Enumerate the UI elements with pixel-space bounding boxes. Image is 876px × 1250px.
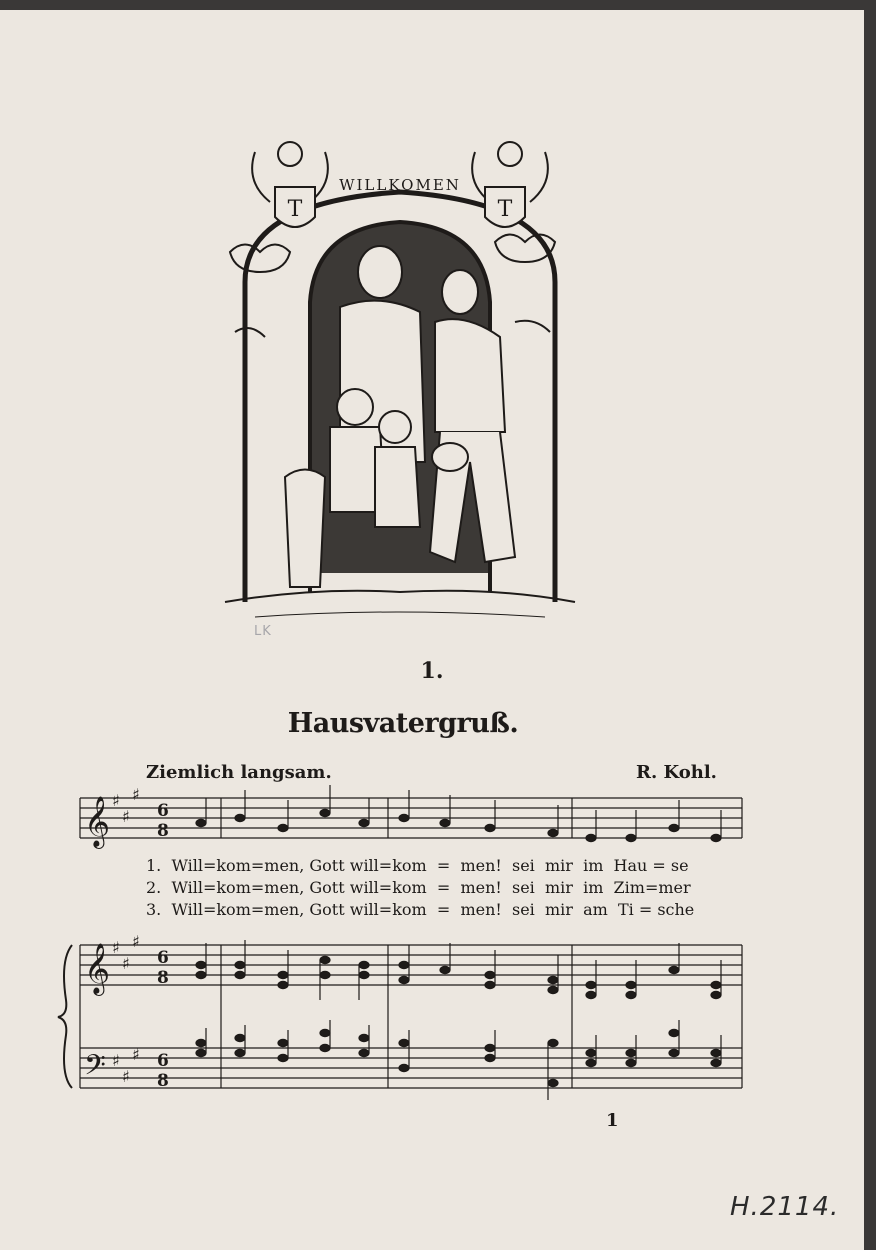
svg-text:♯: ♯ [132,932,140,951]
treble-clef-icon: 𝄞 [84,796,111,847]
piano-bass-staff [80,945,742,1088]
library-stamp: LK [254,624,272,639]
melody-staff [80,798,742,838]
piano-treble-staff [80,945,742,985]
page-number: 1 [606,1110,619,1131]
treble-clef-icon: 𝄞 [84,943,111,994]
svg-text:♯: ♯ [132,785,140,804]
svg-text:8: 8 [157,821,169,841]
shelfmark: H.2114. [730,1192,840,1222]
bass-clef-icon: 𝄢 [84,1049,106,1089]
svg-text:6: 6 [157,1051,169,1071]
svg-text:♯: ♯ [122,1067,130,1086]
svg-text:♯: ♯ [132,1045,140,1064]
svg-text:6: 6 [157,948,169,968]
tempo-marking: Ziemlich langsam. [146,762,332,783]
shield-letter-right: T [497,197,513,222]
lyric-verse-1: 1. Will=kom=men, Gott will=kom = men! sei mir im Hau = se [146,856,689,875]
piano-brace [58,945,72,1088]
song-title: Hausvatergruß. [287,708,519,739]
lyric-verse-2: 2. Will=kom=men, Gott will=kom = men! sei mir im Zim=mer [146,878,691,897]
svg-text:6: 6 [157,801,169,821]
svg-text:8: 8 [157,1071,169,1091]
svg-text:♯: ♯ [112,938,120,957]
lyric-verse-3: 3. Will=kom=men, Gott will=kom = men! sei mir am Ti = sche [146,900,695,919]
song-number: 1. [420,658,444,684]
svg-text:♯: ♯ [112,791,120,810]
shield-letter-left: T [287,197,303,222]
svg-text:♯: ♯ [112,1051,120,1070]
banner-text: WILLKOMEN [339,176,461,194]
composer-name: R. Kohl. [636,762,717,783]
svg-text:♯: ♯ [122,807,130,826]
svg-text:8: 8 [157,968,169,988]
melody-notes [196,785,721,842]
key-signature [112,785,140,1086]
piano-treble-chords [196,940,721,1000]
svg-text:♯: ♯ [122,954,130,973]
